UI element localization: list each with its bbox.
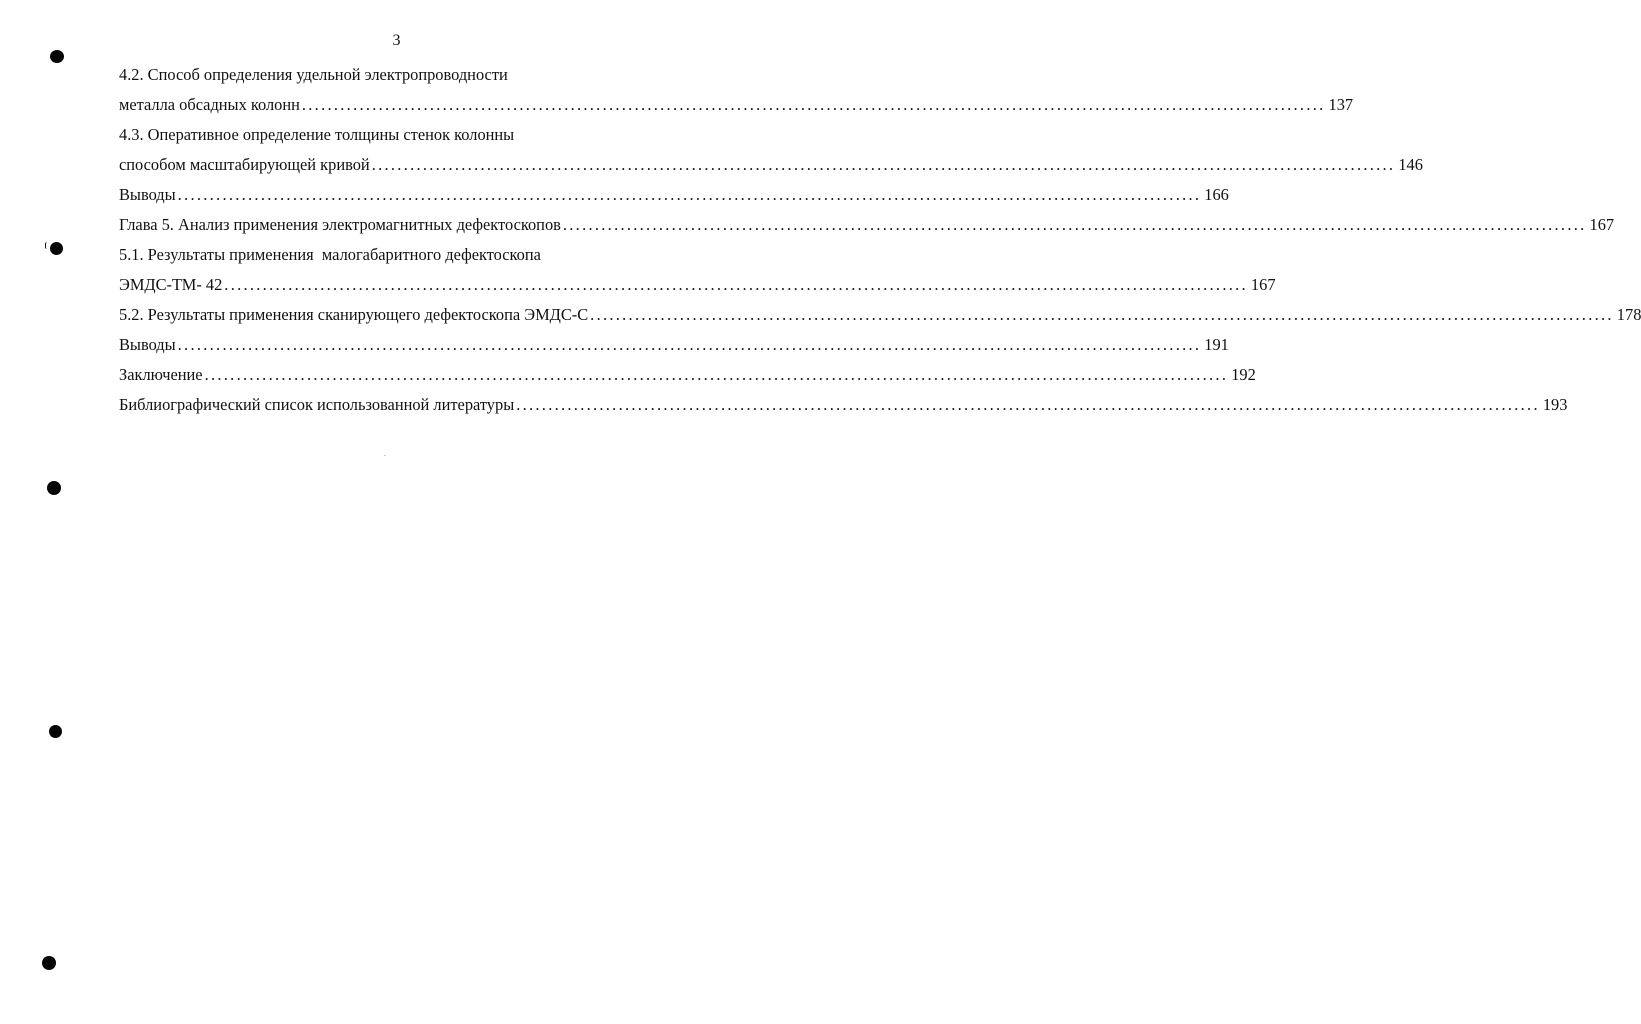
toc-entry-title: металла обсадных колонн (119, 95, 300, 114)
toc-entry-title: Выводы (119, 185, 176, 204)
toc-entry-title: Библиографический список использованной литературы (119, 395, 515, 414)
punch-hole-mark (50, 50, 64, 63)
toc-entry-page: 167 (1250, 275, 1276, 294)
toc-entry-title: 5.1. Результаты применения малогабаритного дефектоскопа (119, 245, 541, 264)
toc-entry-title: Заключение (119, 365, 203, 384)
toc-dot-leader: ................................................................................................................................................................ (204, 365, 1229, 384)
page-number: 3 (392, 32, 401, 49)
toc-dot-leader: ................................................................................................................................................................ (516, 395, 1540, 414)
toc-entry (119, 390, 1568, 420)
toc-entry (119, 150, 1423, 180)
toc-entry-page: 167 (1589, 215, 1615, 234)
toc-entry-title: ЭМДС-ТМ- 42 (119, 275, 223, 294)
toc-entry-title: 4.3. Оперативное определение толщины стенок колонны (119, 125, 515, 144)
toc-entry (119, 330, 1229, 360)
toc-entry (119, 210, 1615, 240)
punch-hole-mark (47, 481, 61, 495)
toc-entry-page: 191 (1204, 335, 1229, 354)
toc-entry-title: Глава 5. Анализ применения электромагнитных дефектоскопов (119, 215, 561, 234)
toc-entry (119, 360, 1256, 390)
toc-entry (119, 120, 730, 150)
toc-entry-title: Выводы (119, 335, 176, 354)
toc-dot-leader: ................................................................................................................................................................ (177, 185, 1202, 204)
toc-dot-leader: ................................................................................................................................................................ (177, 335, 1202, 354)
punch-hole-mark (50, 242, 63, 255)
toc-entry (119, 180, 1229, 210)
toc-entry-page: 193 (1542, 395, 1568, 414)
scan-speck (384, 455, 386, 456)
punch-hole-mark (49, 725, 62, 738)
toc-entry-page: 178 (1616, 305, 1641, 324)
toc-entry-title: 5.2. Результаты применения сканирующего дефектоскопа ЭМДС-С (119, 305, 589, 324)
toc-dot-leader: ................................................................................................................................................................ (301, 95, 1326, 114)
table-of-contents (119, 60, 1641, 420)
toc-dot-leader: ................................................................................................................................................................ (371, 155, 1396, 174)
toc-entry (119, 60, 730, 90)
toc-entry-page: 137 (1328, 95, 1354, 114)
toc-entry (119, 240, 730, 270)
toc-dot-leader: ................................................................................................................................................................ (562, 215, 1587, 234)
toc-entry (119, 270, 1276, 300)
toc-entry-title: способом масштабирующей кривой (119, 155, 370, 174)
toc-entry (119, 300, 1641, 330)
toc-entry-page: 146 (1398, 155, 1423, 174)
toc-entry-page: 192 (1231, 365, 1256, 384)
toc-entry-page: 166 (1204, 185, 1229, 204)
toc-dot-leader: ................................................................................................................................................................ (590, 305, 1614, 324)
toc-entry (119, 90, 1354, 120)
toc-entry-title: 4.2. Способ определения удельной электропроводности (119, 65, 508, 84)
toc-dot-leader: ................................................................................................................................................................ (224, 275, 1248, 294)
punch-hole-tick-mark (45, 242, 49, 249)
punch-hole-mark (42, 956, 56, 970)
